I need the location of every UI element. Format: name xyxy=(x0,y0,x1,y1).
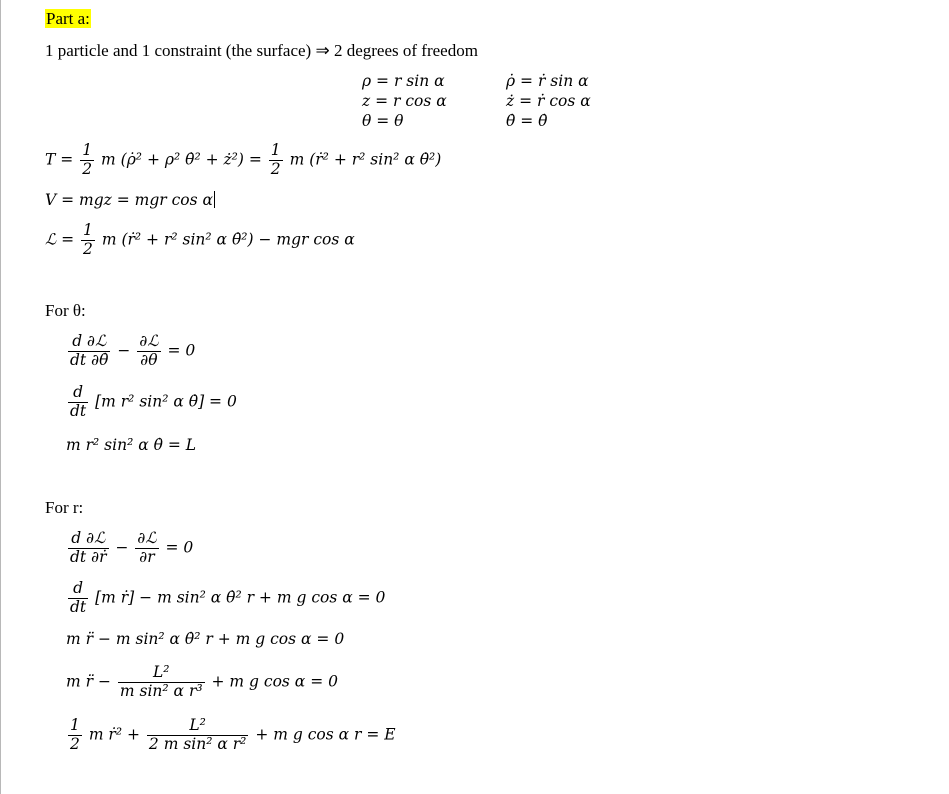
kinetic-energy-equation xyxy=(45,142,441,179)
kinetic-mid1: m (ρ̇² + ρ² θ̇² + ż²) = xyxy=(101,150,262,169)
theta-euler-lagrange-equation: $\frac{\text{d ∂ℒ}}{dt \partial\thetȧ}$ − $\frac{\text{∂ℒ}}{\partial\theta}$ = 0 xyxy=(70,332,196,369)
theta-section-label: For θ: xyxy=(45,301,86,320)
highlighted-part-label: Part a: xyxy=(46,9,90,28)
coord-rho-dot: ρ̇ = ṙ sin α xyxy=(506,72,589,90)
intro-text: 1 particle and 1 constraint (the surface) ⇒ 2 degrees of freedom xyxy=(45,41,478,60)
angular-momentum-equation: m r² sin² α θ̇ = L xyxy=(66,436,197,454)
part-heading xyxy=(45,9,91,29)
r-equation-substituted: m r̈ − $\frac{\text{L²}}{\text{m sin² α r³}}$ + m g cos α = 0 xyxy=(66,663,338,700)
text-cursor xyxy=(214,191,215,208)
energy-equation: $\frac{1}{2}$ m ṙ² + $\frac{\text{L²}}{\text{2 m sin² α r²}}$ + m g cos α r = E xyxy=(70,716,396,753)
coord-theta-dot: θ̇ = θ̇ xyxy=(506,112,548,130)
coord-z-dot: ż = ṙ cos α xyxy=(506,92,591,110)
half-fraction: $\frac{1}{2}$ xyxy=(82,141,93,178)
kinetic-mid2: m (ṙ² + r² sin² α θ̇²) xyxy=(289,150,442,169)
lagrangian-body: m (ṙ² + r² sin² α θ̇²) − mgr cos α xyxy=(101,230,355,249)
theta-derivative-equation: $\frac{d}{dt}$ [m r² sin² α θ̇] = 0 xyxy=(70,383,237,420)
r-section-label: For r: xyxy=(45,498,84,517)
coord-theta: θ = θ xyxy=(362,112,404,130)
r-equation-of-motion: m r̈ − m sin² α θ̇² r + m g cos α = 0 xyxy=(66,630,345,648)
page-edge xyxy=(0,0,1,794)
potential-energy-equation: V = mgz = mgr cos α xyxy=(45,191,213,209)
coord-rho: ρ = r sin α xyxy=(362,72,445,90)
lagrangian-equation xyxy=(45,222,355,259)
half-fraction-2: $\frac{1}{2}$ xyxy=(270,141,281,178)
half-fraction-3: $\frac{1}{2}$ xyxy=(83,221,93,258)
kinetic-lhs: T = xyxy=(45,150,74,169)
r-derivative-equation: $\frac{d}{dt}$ [m ṙ] − m sin² α θ̇² r + m g cos α = 0 xyxy=(70,579,386,616)
coord-z: z = r cos α xyxy=(362,92,447,110)
lagrangian-lhs: ℒ = xyxy=(45,230,75,249)
r-euler-lagrange-equation: $\frac{\text{d ∂ℒ}}{\text{dt ∂ṙ}}$ − $\frac{\text{∂ℒ}}{\partial r}$ = 0 xyxy=(70,529,194,566)
